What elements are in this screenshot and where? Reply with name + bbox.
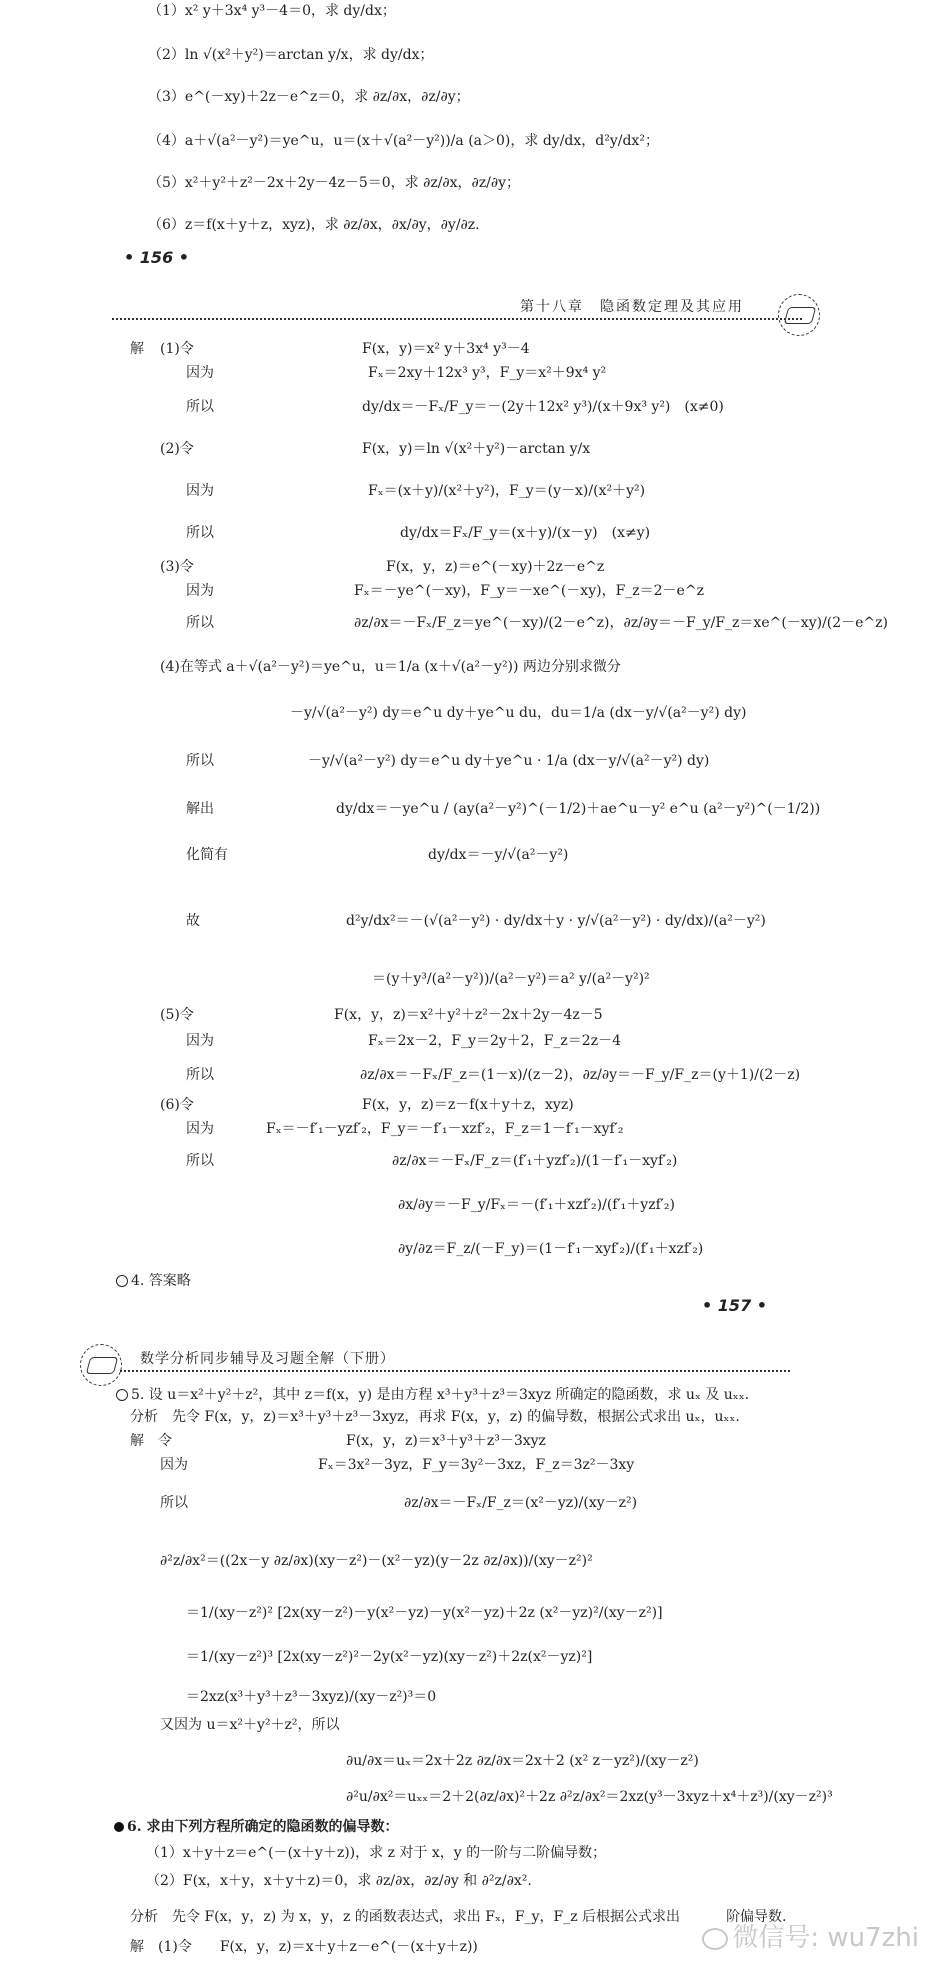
watermark: 微信号: wu7zhi: [702, 1917, 919, 1954]
step-label: 因为: [186, 365, 214, 381]
problem-item: （2）ln √(x²＋y²)＝arctan y/x，求 dy/dx；: [148, 47, 434, 63]
step-expr: ∂x/∂y＝－F_y/Fₓ＝－(f′₁＋xzf′₂)/(f′₁＋yzf′₂): [398, 1197, 675, 1213]
step-expr: dy/dx＝－Fₓ/F_y＝－(2y＋12x² y³)/(x＋9x³ y²) (x≠0): [362, 399, 724, 415]
step-expr: F(x，y)＝ln √(x²＋y²)－arctan y/x: [362, 441, 591, 457]
problem-item: （2）F(x，x＋y，x＋y＋z)＝0，求 ∂z/∂x，∂z/∂y 和 ∂²z/∂x².: [146, 1873, 532, 1889]
step-expr: Fₓ＝(x＋y)/(x²＋y²)，F_y＝(y－x)/(x²＋y²): [368, 483, 646, 499]
step-expr: ∂y/∂z＝F_z/(－F_y)＝(1－f′₁－xyf′₂)/(f′₁＋xzf′₂): [398, 1241, 704, 1257]
problem-item: （1）x＋y＋z＝e^(－(x＋y＋z))，求 z 对于 x，y 的一阶与二阶偏导数；: [146, 1845, 607, 1861]
book-icon: [80, 1344, 122, 1386]
step-label: 解 令: [130, 1433, 172, 1449]
step-label: 所以: [186, 1067, 214, 1083]
step-expr: Fₓ＝3x²－3yz，F_y＝3y²－3xz，F_z＝3z²－3xy: [318, 1457, 635, 1473]
step-expr: －y/√(a²－y²) dy＝e^u dy＋ye^u du，du＝1/a (dx－y/√(a²－y²) dy): [290, 705, 747, 721]
page-number: • 156 •: [124, 248, 189, 267]
header-divider: [112, 318, 802, 320]
step-expr: dy/dx＝Fₓ/F_y＝(x＋y)/(x－y) (x≠y): [400, 525, 651, 541]
problem-item: （4）a＋√(a²－y²)＝ye^u，u＝(x＋√(a²－y²))/a (a＞0)，求 dy/dx，d²y/dx²；: [148, 133, 659, 149]
problem-statement: 6. 求由下列方程所确定的隐函数的偏导数：: [114, 1818, 399, 1836]
step-expr: F(x，y，z)＝e^(－xy)＋2z－e^z: [386, 559, 605, 575]
step-expr: ∂z/∂x＝－Fₓ/F_z＝(f′₁＋yzf′₂)/(1－f′₁－xyf′₂): [392, 1153, 678, 1169]
problem-item: （5）x²＋y²＋z²－2x＋2y－4z－5＝0，求 ∂z/∂x，∂z/∂y；: [148, 175, 521, 191]
step-label: 因为: [160, 1457, 188, 1473]
step-label: (2)令: [160, 441, 194, 457]
analysis-text: 分析 先令 F(x，y，z)＝x³＋y³＋z³－3xyz，再求 F(x，y，z) 的偏导数，根据公式求出 uₓ，uₓₓ.: [130, 1409, 740, 1425]
book-title: 数学分析同步辅导及习题全解（下册）: [140, 1351, 395, 1367]
problem-item: （6）z＝f(x＋y＋z，xyz)，求 ∂z/∂x，∂x/∂y，∂y/∂z.: [148, 217, 480, 233]
step-expr: ＝2xz(x³＋y³＋z³－3xyz)/(xy－z²)³＝0: [186, 1689, 437, 1705]
step-label: (1)令: [160, 341, 194, 357]
chapter-title: 第十八章 隐函数定理及其应用: [520, 299, 744, 315]
step-label: 解出: [186, 801, 214, 817]
solution-start: 解 (1)令 F(x，y，z)＝x＋y＋z－e^(－(x＋y＋z)): [130, 1939, 478, 1955]
step-expr: ∂z/∂x＝－Fₓ/F_z＝(x²－yz)/(xy－z²): [404, 1495, 638, 1511]
book-icon: [778, 294, 820, 336]
step-expr: ∂²z/∂x²＝((2x－y ∂z/∂x)(xy－z²)－(x²－yz)(y－2z ∂z/∂x))/(xy－z²)²: [160, 1553, 593, 1569]
answer-note: 4. 答案略: [116, 1272, 191, 1290]
step-label: 所以: [186, 1153, 214, 1169]
step-label: 因为: [186, 1121, 214, 1137]
step-expr: dy/dx＝－y/√(a²－y²): [428, 847, 569, 863]
analysis-text: 分析 先令 F(x，y，z) 为 x，y，z 的函数表达式，求出 Fₓ，F_y，F_z 后根据公式求出 阶偏导数.: [130, 1909, 787, 1925]
step-expr: ＝1/(xy－z²)² [2x(xy－z²)－y(x²－yz)－y(x²－yz)＋2z (x²－yz)²/(xy－z²)]: [186, 1605, 663, 1621]
header-divider: [120, 1370, 790, 1372]
step-expr: Fₓ＝2xy＋12x³ y³，F_y＝x²＋9x⁴ y²: [368, 365, 607, 381]
problem-item: （1）x² y＋3x⁴ y³－4＝0，求 dy/dx；: [148, 3, 396, 19]
wechat-icon: [702, 1928, 728, 1950]
page-number: • 157 •: [702, 1296, 767, 1315]
step-expr: ∂u/∂x＝uₓ＝2x＋2z ∂z/∂x＝2x＋2 (x² z－yz²)/(xy－z²): [346, 1753, 699, 1769]
step-expr: －y/√(a²－y²) dy＝e^u dy＋ye^u · 1/a (dx－y/√(a²－y²) dy): [308, 753, 710, 769]
step-expr: F(x，y，z)＝x³＋y³＋z³－3xyz: [346, 1433, 546, 1449]
step-expr: Fₓ＝－ye^(－xy)，F_y＝－xe^(－xy)，F_z＝2－e^z: [354, 583, 704, 599]
step-expr: F(x，y，z)＝x²＋y²＋z²－2x＋2y－4z－5: [334, 1007, 603, 1023]
step-label: (4)在等式 a＋√(a²－y²)＝ye^u，u＝1/a (x＋√(a²－y²)) 两边分别求微分: [160, 659, 621, 675]
step-label: 所以: [186, 399, 214, 415]
step-label: 因为: [186, 583, 214, 599]
step-label: 又因为 u＝x²＋y²＋z²，所以: [160, 1717, 340, 1733]
step-expr: ∂²u/∂x²＝uₓₓ＝2＋2(∂z/∂x)²＋2z ∂²z/∂x²＝2xz(y³－3xyz＋x⁴＋z³)/(xy－z²)³: [346, 1789, 833, 1805]
step-expr: dy/dx＝－ye^u / (ay(a²－y²)^(－1/2)＋ae^u－y² e^u (a²－y²)^(－1/2)): [336, 801, 821, 817]
step-label: 所以: [186, 525, 214, 541]
problem-item: （3）e^(－xy)＋2z－e^z＝0，求 ∂z/∂x，∂z/∂y；: [148, 89, 470, 105]
solution-marker: 解: [130, 341, 144, 357]
step-expr: ＝1/(xy－z²)³ [2x(xy－z²)²－2y(x²－yz)(xy－z²)＋2z(x²－yz)²]: [186, 1649, 593, 1665]
problem-statement: 5. 设 u＝x²＋y²＋z²，其中 z＝f(x，y) 是由方程 x³＋y³＋z³＝3xyz 所确定的隐函数，求 uₓ 及 uₓₓ.: [116, 1386, 749, 1404]
step-label: (5)令: [160, 1007, 194, 1023]
step-expr: Fₓ＝－f′₁－yzf′₂，F_y＝－f′₁－xzf′₂，F_z＝1－f′₁－xyf′₂: [266, 1121, 624, 1137]
step-label: (3)令: [160, 559, 194, 575]
step-expr: Fₓ＝2x－2，F_y＝2y＋2，F_z＝2z－4: [368, 1033, 621, 1049]
step-label: 因为: [186, 483, 214, 499]
step-label: (6)令: [160, 1097, 194, 1113]
step-expr: d²y/dx²＝－(√(a²－y²) · dy/dx＋y · y/√(a²－y²) · dy/dx)/(a²－y²): [346, 913, 766, 929]
step-label: 所以: [186, 615, 214, 631]
step-label: 所以: [186, 753, 214, 769]
step-label: 所以: [160, 1495, 188, 1511]
step-expr: ＝(y＋y³/(a²－y²))/(a²－y²)＝a² y/(a²－y²)²: [372, 971, 650, 987]
step-expr: ∂z/∂x＝－Fₓ/F_z＝ye^(－xy)/(2－e^z)，∂z/∂y＝－F_y/F_z＝xe^(－xy)/(2－e^z): [354, 615, 889, 631]
step-label: 化简有: [186, 847, 228, 863]
step-label: 因为: [186, 1033, 214, 1049]
step-label: 故: [186, 913, 200, 929]
step-expr: F(x，y，z)＝z－f(x＋y＋z，xyz): [362, 1097, 574, 1113]
step-expr: F(x，y)＝x² y＋3x⁴ y³－4: [362, 341, 530, 357]
step-expr: ∂z/∂x＝－Fₓ/F_z＝(1－x)/(z－2)，∂z/∂y＝－F_y/F_z＝(y＋1)/(2－z): [360, 1067, 801, 1083]
